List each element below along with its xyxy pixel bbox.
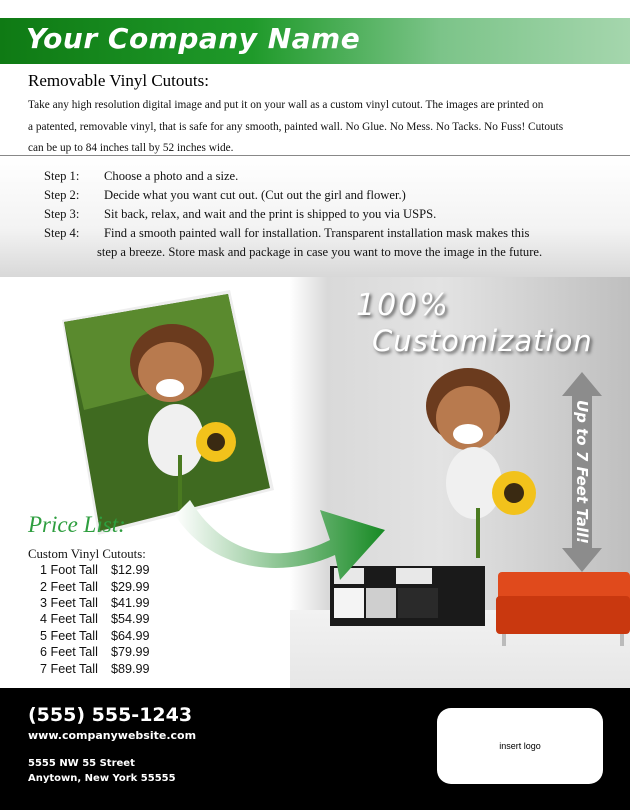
intro-line: a patented, removable vinyl, that is safe for any smooth, painted wall. No Glue. No Mess. No Tacks. No Fuss! Cutouts [28, 120, 564, 133]
price-size: 1 Foot Tall [40, 563, 98, 577]
price-size: 3 Feet Tall [40, 596, 98, 610]
price-list-subtitle: Custom Vinyl Cutouts: [28, 547, 146, 561]
company-name: Your Company Name [26, 22, 361, 55]
price-size: 5 Feet Tall [40, 629, 98, 643]
headline-customization: Customization [372, 324, 593, 358]
intro-title: Removable Vinyl Cutouts: [28, 71, 209, 90]
price-value: $89.99 [111, 662, 150, 676]
step-4 [44, 226, 529, 241]
address-line-2: Anytown, New York 55555 [28, 773, 176, 784]
price-size: 4 Feet Tall [40, 612, 98, 626]
address-line-1: 5555 NW 55 Street [28, 758, 135, 769]
step-3 [44, 207, 436, 222]
price-row [40, 629, 150, 643]
price-row [40, 662, 150, 676]
step-1 [44, 169, 238, 184]
step-label: Step 3: [44, 207, 80, 221]
phone-number[interactable]: (555) 555-1243 [28, 704, 193, 726]
logo-placeholder [437, 708, 603, 784]
step-label: Step 2: [44, 188, 80, 202]
price-value: $64.99 [111, 629, 150, 643]
price-row [40, 612, 150, 626]
step-text: Choose a photo and a size. [104, 169, 239, 183]
vinyl-cutout-image [410, 358, 545, 563]
price-value: $12.99 [111, 563, 150, 577]
price-size: 7 Feet Tall [40, 662, 98, 676]
step-text: Sit back, relax, and wait and the print is shipped to you via USPS. [104, 207, 437, 221]
headline-percent: 100% [356, 288, 450, 323]
price-value: $41.99 [111, 596, 150, 610]
price-row [40, 563, 150, 577]
price-value: $29.99 [111, 580, 150, 594]
website-link[interactable]: www.companywebsite.com [28, 729, 197, 742]
curved-arrow-icon [170, 470, 390, 580]
step-label: Step 1: [44, 169, 80, 183]
price-size: 2 Feet Tall [40, 580, 98, 594]
intro-body [28, 95, 608, 160]
intro-line: Take any high resolution digital image and put it on your wall as a custom vinyl cutout. The images are printed on [28, 99, 544, 111]
step-text: Decide what you want cut out. (Cut out the girl and flower.) [104, 188, 406, 202]
price-size: 6 Feet Tall [40, 645, 98, 659]
header-banner [0, 18, 630, 64]
step-text: Find a smooth painted wall for installation. Transparent installation mask makes this [104, 226, 530, 240]
step-4-continuation: step a breeze. Store mask and package in case you want to move the image in the future. [97, 245, 543, 259]
price-value: $54.99 [111, 612, 150, 626]
price-row [40, 596, 150, 610]
price-value: $79.99 [111, 645, 150, 659]
intro-line: can be up to 84 inches tall by 52 inches wide. [28, 142, 234, 154]
step-2 [44, 188, 406, 203]
step-label: Step 4: [44, 226, 80, 240]
price-row [40, 645, 150, 659]
price-list-title: Price List: [28, 512, 126, 537]
height-note: Up to 7 Feet Tall! [573, 399, 591, 545]
price-row [40, 580, 150, 594]
logo-placeholder-text: insert logo [499, 741, 541, 751]
